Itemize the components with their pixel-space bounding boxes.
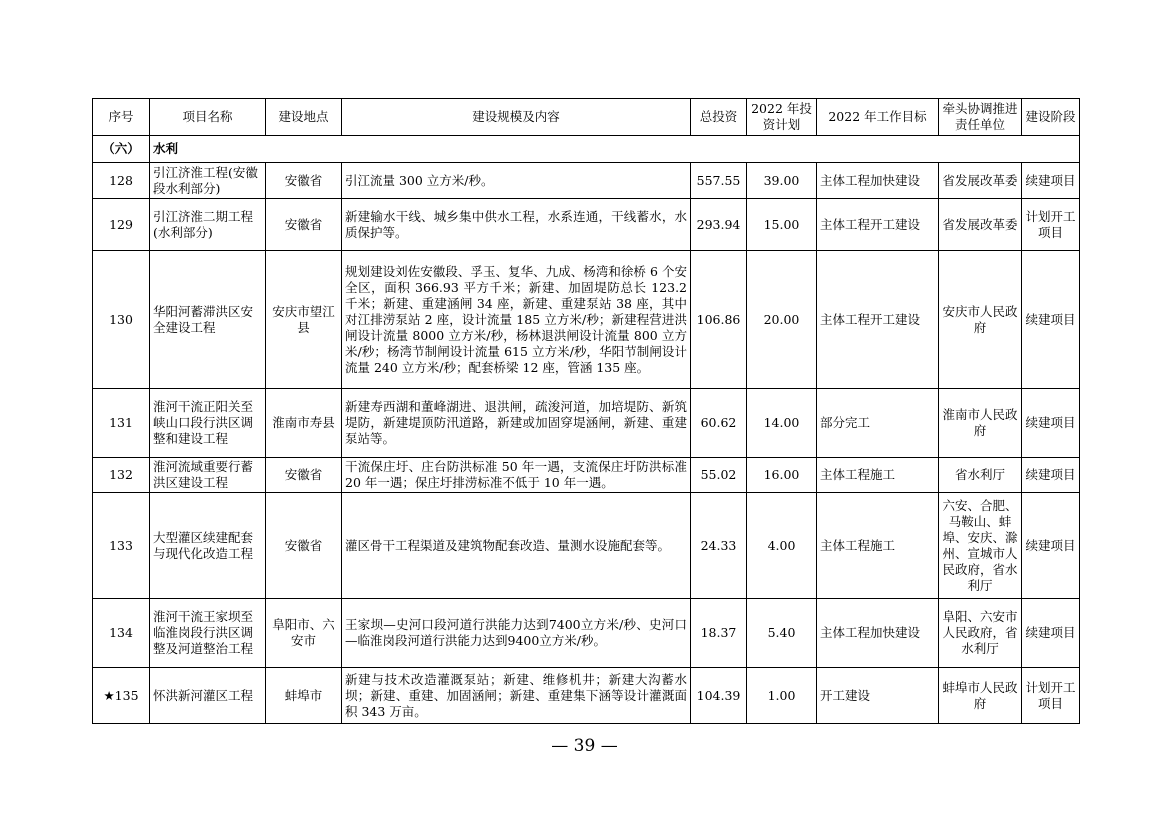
- table-row: [93, 458, 1080, 493]
- row-unit: 阜阳、六安市人民政府，省水利厅: [939, 599, 1022, 668]
- table-row: [93, 493, 1080, 599]
- section-row: [93, 136, 1080, 163]
- row-location: 安徽省: [266, 199, 342, 251]
- row-unit: 省发展改革委: [939, 163, 1022, 199]
- row-total: 24.33: [691, 493, 747, 599]
- row-content: 新建寿西湖和董峰湖进、退洪闸，疏浚河道，加培堤防、新筑堤防，新建堤顶防汛道路，新建或加固穿堤涵闸，新建、重建泵站等。: [342, 389, 691, 458]
- header-name: 项目名称: [150, 99, 266, 136]
- row-stage: 续建项目: [1022, 163, 1080, 199]
- row-unit: 淮南市人民政府: [939, 389, 1022, 458]
- row-total: 55.02: [691, 458, 747, 493]
- row-plan: 5.40: [747, 599, 817, 668]
- project-table: [92, 98, 1080, 724]
- row-total: 104.39: [691, 668, 747, 724]
- row-plan: 1.00: [747, 668, 817, 724]
- row-plan: 20.00: [747, 251, 817, 389]
- header-total: 总投资: [691, 99, 747, 136]
- row-location: 蚌埠市: [266, 668, 342, 724]
- header-location: 建设地点: [266, 99, 342, 136]
- row-no: ★135: [93, 668, 150, 724]
- header-stage: 建设阶段: [1022, 99, 1080, 136]
- row-name: 引江济淮二期工程(水利部分): [150, 199, 266, 251]
- row-stage: 续建项目: [1022, 389, 1080, 458]
- row-target: 主体工程开工建设: [817, 199, 939, 251]
- row-plan: 16.00: [747, 458, 817, 493]
- row-name: 淮河流域重要行蓄洪区建设工程: [150, 458, 266, 493]
- table-row: [93, 251, 1080, 389]
- header-unit: 牵头协调推进责任单位: [939, 99, 1022, 136]
- row-total: 557.55: [691, 163, 747, 199]
- row-no: 131: [93, 389, 150, 458]
- header-target: 2022 年工作目标: [817, 99, 939, 136]
- header-content: 建设规模及内容: [342, 99, 691, 136]
- section-number: （六）: [93, 136, 150, 163]
- table-row: [93, 668, 1080, 724]
- table-row: [93, 199, 1080, 251]
- row-content: 新建输水干线、城乡集中供水工程，水系连通，干线蓄水，水质保护等。: [342, 199, 691, 251]
- table-header-row: [93, 99, 1080, 136]
- row-location: 安庆市望江县: [266, 251, 342, 389]
- row-total: 18.37: [691, 599, 747, 668]
- row-name: 引江济淮工程(安徽段水利部分): [150, 163, 266, 199]
- row-stage: 计划开工项目: [1022, 199, 1080, 251]
- row-target: 部分完工: [817, 389, 939, 458]
- row-target: 主体工程加快建设: [817, 599, 939, 668]
- row-total: 106.86: [691, 251, 747, 389]
- row-stage: 续建项目: [1022, 458, 1080, 493]
- row-content: 规划建设刘佐安徽段、孚玉、复华、九成、杨湾和徐桥 6 个安全区，面积 366.93 平方千米；新建、加固堤防总长 123.2 千米；新建、重建涵闸 34 座，新建、重建泵站 38 座，其中对江排涝泵站 2 座，设计流量 185 立方米/秒；新建程营进洪闸设计流量 8000 立方米/秒，杨林退洪闸设计流量 800 立方米/秒；杨湾节制闸设计流量 615 立方米/秒，华阳节制闸设计流量 240 立方米/秒；配套桥梁 12 座，管涵 135 座。: [342, 251, 691, 389]
- row-name: 淮河干流王家坝至临淮岗段行洪区调整及河道整治工程: [150, 599, 266, 668]
- row-content: 王家坝—史河口段河道行洪能力达到7400立方米/秒、史河口—临淮岗段河道行洪能力达到9400立方米/秒。: [342, 599, 691, 668]
- row-name: 怀洪新河灌区工程: [150, 668, 266, 724]
- row-no: 130: [93, 251, 150, 389]
- row-target: 主体工程加快建设: [817, 163, 939, 199]
- row-stage: 续建项目: [1022, 599, 1080, 668]
- row-unit: 省水利厅: [939, 458, 1022, 493]
- row-content: 新建与技术改造灌溉泵站；新建、维修机井；新建大沟蓄水坝；新建、重建、加固涵闸；新建、重建集下涵等设计灌溉面积 343 万亩。: [342, 668, 691, 724]
- row-no: 134: [93, 599, 150, 668]
- row-total: 293.94: [691, 199, 747, 251]
- row-stage: 计划开工项目: [1022, 668, 1080, 724]
- row-no: 133: [93, 493, 150, 599]
- row-no: 132: [93, 458, 150, 493]
- row-name: 淮河干流正阳关至峡山口段行洪区调整和建设工程: [150, 389, 266, 458]
- row-target: 主体工程施工: [817, 493, 939, 599]
- row-unit: 蚌埠市人民政府: [939, 668, 1022, 724]
- row-unit: 六安、合肥、马鞍山、蚌埠、安庆、滁州、宣城市人民政府，省水利厅: [939, 493, 1022, 599]
- header-no: 序号: [93, 99, 150, 136]
- table-row: [93, 389, 1080, 458]
- row-location: 安徽省: [266, 458, 342, 493]
- row-plan: 15.00: [747, 199, 817, 251]
- row-target: 主体工程施工: [817, 458, 939, 493]
- row-location: 阜阳市、六安市: [266, 599, 342, 668]
- row-no: 128: [93, 163, 150, 199]
- row-stage: 续建项目: [1022, 251, 1080, 389]
- row-plan: 39.00: [747, 163, 817, 199]
- section-title: 水利: [150, 136, 1080, 163]
- row-no: 129: [93, 199, 150, 251]
- row-content: 灌区骨干工程渠道及建筑物配套改造、量测水设施配套等。: [342, 493, 691, 599]
- row-plan: 14.00: [747, 389, 817, 458]
- row-stage: 续建项目: [1022, 493, 1080, 599]
- row-location: 安徽省: [266, 493, 342, 599]
- row-location: 安徽省: [266, 163, 342, 199]
- row-name: 大型灌区续建配套与现代化改造工程: [150, 493, 266, 599]
- row-unit: 省发展改革委: [939, 199, 1022, 251]
- row-name: 华阳河蓄滞洪区安全建设工程: [150, 251, 266, 389]
- header-plan: 2022 年投资计划: [747, 99, 817, 136]
- row-location: 淮南市寿县: [266, 389, 342, 458]
- row-target: 主体工程开工建设: [817, 251, 939, 389]
- row-unit: 安庆市人民政府: [939, 251, 1022, 389]
- page-number: — 39 —: [551, 736, 618, 756]
- row-content: 引江流量 300 立方米/秒。: [342, 163, 691, 199]
- row-total: 60.62: [691, 389, 747, 458]
- table-row: [93, 599, 1080, 668]
- table-row: [93, 163, 1080, 199]
- row-content: 干流保庄圩、庄台防洪标准 50 年一遇，支流保庄圩防洪标准 20 年一遇；保庄圩排涝标准不低于 10 年一遇。: [342, 458, 691, 493]
- row-plan: 4.00: [747, 493, 817, 599]
- row-target: 开工建设: [817, 668, 939, 724]
